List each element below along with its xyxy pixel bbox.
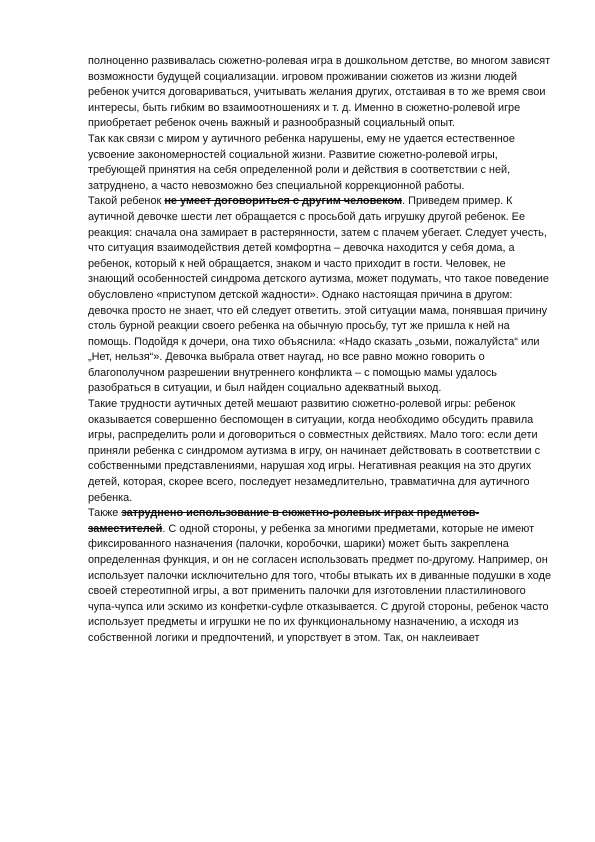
- paragraph-example-body: . Приведем пример. К аутичной девочке шести лет обращается с просьбой дать игрушку другой ребенок. Ее реакция: сначала она замирает в растерянности, затем с плачем убегает. Следует учесть, что ситуация взаимодействия детей комфортна – девочка находится у себя дома, а ребенок, который к ней обращается, знаком и часто приходит в гости. Человек, не знающий особенностей синдрома детского аутизма, может подумать, что такое поведение обусловлено «приступом детской жадности». Однако настоящая причина в другом: девочка просто не знает, что ей следует ответить. этой ситуации мама, понявшая причину столь бурной реакции своего ребенка на обычную просьбу, тут же пришла к ней на помощь. Подойдя к дочери, она тихо объяснила: «Надо сказать „озьми, пожалуйста“ или „Нет, нельзя“». Девочка выбрала ответ наугад, но все равно можно говорить о благополучном разрешении внутреннего конфликта – с помощью мамы удалось разобраться в ситуации, и был найден социально адекватный выход.: [88, 195, 549, 395]
- paragraph-substitutes-lead: Также: [88, 507, 122, 520]
- paragraph-example-lead: Такой ребенок: [88, 195, 165, 208]
- document-page: [88, 54, 552, 647]
- emphasis-substitute-objects: затруднено использование в сюжетно-ролевых играх предметов-заместителей: [88, 507, 480, 535]
- paragraph-example: [88, 194, 552, 397]
- paragraph-social-life: Так как связи с миром у аутичного ребенка нарушены, ему не удается естественное усвоение закономерностей социальной жизни. Развитие сюжетно-ролевой игры, требующей принятия на себя определенной роли и действия в соответствии с ней, затруднено, а часто невозможно без специальной коррекционной работы.: [88, 132, 515, 192]
- paragraph-difficulties: Такие трудности аутичных детей мешают развитию сюжетно-ролевой игры: ребенок оказывается совершенно беспомощен в ситуации, когда необходимо обсудить правила игры, распределить роли и договориться о совместных действиях. Мало того: если дети приняли ребенка с синдромом аутизма в игру, он начинает действовать в соответствии с собственными представлениями, нарушая ход игры. Негативная реакция на это других детей, которая, скорее всего, последует незамедлительно, травматична для аутичного ребенка.: [88, 398, 541, 504]
- paragraph-substitutes-body: . С одной стороны, у ребенка за многими предметами, которые не имеют фиксированного назначения (палочки, коробочки, шарики) может быть закреплена определенная функция, и он не согласен использовать предмет по-другому. Например, он использует палочки исключительно для того, чтобы втыкать их в диванные подушки в ходе своей стереотипной игры, а вот применить палочки для изготовлении пластилинового чупа-чупса или эскимо из конфетки-суфле отказывается. С другой стороны, ребенок часто использует предметы и игрушки не по их функциональному назначению, а исходя из собственной логики и предпочтений, и упорствует в этом. Так, он наклеивает: [88, 522, 552, 644]
- emphasis-cannot-negotiate: не умеет договориться с другим человеком: [164, 195, 403, 208]
- paragraph-substitutes: [88, 506, 552, 646]
- paragraph-socialization: полноценно развивалась сюжетно-ролевая игра в дошкольном детстве, во многом зависят возможности будущей социализации. игровом проживании сюжетов из жизни людей ребенок учится договариваться, учитывать желания других, отстаивая в то же время свои интересы, быть гибким во взаимоотношениях и т. д. Именно в сюжетно-ролевой игре приобретает ребенок очень важный и разнообразный социальный опыт.: [88, 55, 551, 130]
